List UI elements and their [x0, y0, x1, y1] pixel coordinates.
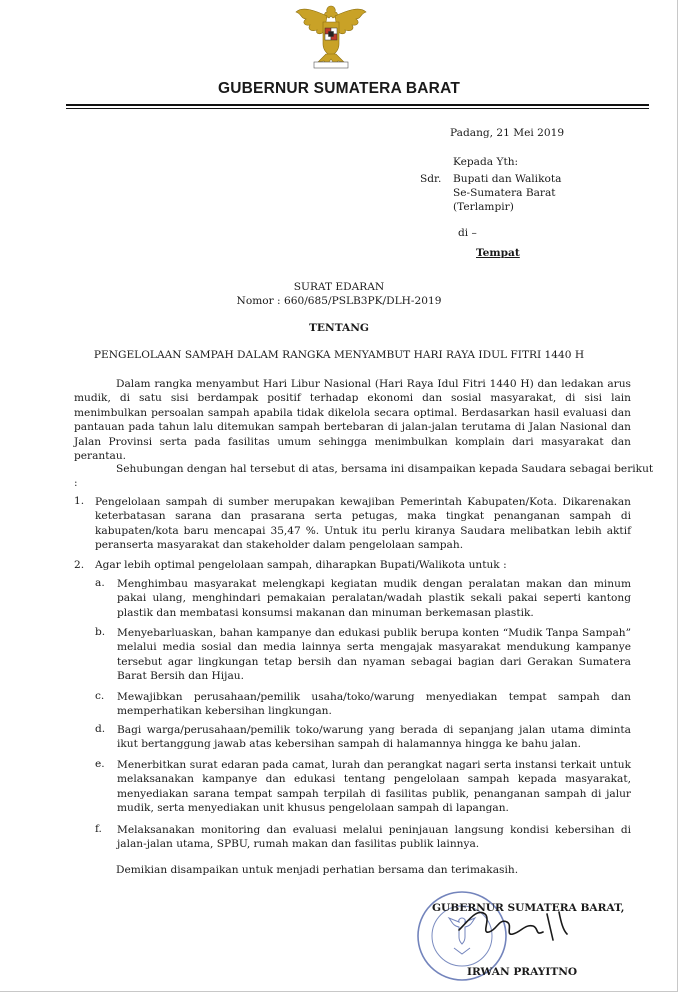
- item-c-label: c.: [95, 690, 105, 702]
- item-b-text: Menyebarluaskan, bahan kampanye dan edukasi publik berupa konten “Mudik Tanpa Sampah” melalui media sosial dan media lainnya serta mengajak masyarakat mendukung kampanye tersebut agar lingkungan tetap bersih dan nyaman sebagai bagian dari Gerakan Sumatera Barat Bersih dan Hijau.: [117, 627, 631, 683]
- recipient-line-3: (Terlampir): [453, 201, 514, 213]
- di-label: di –: [458, 227, 477, 239]
- sehubungan-paragraph: Sehubungan dengan hal tersebut di atas, bersama ini disampaikan kepada Saudara sebagai berikut: [116, 463, 654, 475]
- letterhead-rule-thin: [66, 108, 649, 109]
- recipient-line-2: Se-Sumatera Barat: [453, 187, 556, 199]
- signatory-name: IRWAN PRAYITNO: [467, 966, 578, 978]
- item-c-text: Mewajibkan perusahaan/pemilik usaha/toko/warung menyediakan tempat sampah dan memperhatikan kebersihan lingkungan.: [117, 691, 631, 718]
- item-b-label: b.: [95, 626, 106, 638]
- place-date: Padang, 21 Mei 2019: [450, 127, 565, 139]
- point-2-text: Agar lebih optimal pengelolaan sampah, diharapkan Bupati/Walikota untuk :: [95, 559, 507, 571]
- letterhead-rule-thick: [66, 104, 649, 106]
- item-f-label: f.: [95, 823, 102, 835]
- point-1-text: Pengelolaan sampah di sumber merupakan kewajiban Pemerintah Kabupaten/Kota. Dikarenakan keterbatasan sarana dan prasarana serta petugas, maka tingkat penanganan sampah di kabupaten/kota baru mencapai 35,47 %. Untuk itu perlu kiranya Saudara melibatkan lebih aktif peranserta masyarakat dan stakeholder dalam pengelolaan sampah.: [95, 496, 631, 552]
- signatory-title: GUBERNUR SUMATERA BARAT,: [432, 902, 625, 914]
- letter-number: Nomor : 660/685/PSLB3PK/DLH-2019: [236, 295, 442, 307]
- kepada-label: Kepada Yth:: [453, 156, 519, 168]
- item-d-text: Bagi warga/perusahaan/pemilik toko/warung yang berada di sepanjang jalan utama diminta ikut bertanggung jawab atas kebersihan sampah di halamannya hingga ke bahu jalan.: [117, 724, 631, 751]
- letter-subject: PENGELOLAAN SAMPAH DALAM RANGKA MENYAMBUT HARI RAYA IDUL FITRI 1440 H: [93, 349, 585, 361]
- item-a-text: Menghimbau masyarakat melengkapi kegiatan mudik dengan peralatan makan dan minum pakai ulang, menghindari pemakaian peralatan/wadah plastik sekali pakai seperti kantong plastik dan membatasi konsumsi makanan dan minuman berkemasan plastik.: [117, 578, 631, 619]
- surat-edaran-title: SURAT EDARAN: [293, 281, 385, 293]
- item-e-text: Menerbitkan surat edaran pada camat, lurah dan perangkat nagari serta instansi terkait untuk melaksanakan kampanye dan edukasi tentang pengelolaan sampah kepada masyarakat, menyediakan sarana tempat sampah terpilah di fasilitas publik, penanganan sampah di jalur mudik, serta menyediakan unit khusus pengelolaan sampah di lapangan.: [117, 759, 631, 815]
- recipient-line-1: Bupati dan Walikota: [453, 173, 562, 185]
- point-2-number: 2.: [74, 559, 85, 571]
- tempat-label: Tempat: [476, 247, 520, 259]
- item-d-label: d.: [95, 723, 106, 735]
- tentang-label: TENTANG: [309, 322, 369, 334]
- closing-paragraph: Demikian disampaikan untuk menjadi perhatian bersama dan terimakasih.: [116, 864, 519, 876]
- item-a-label: a.: [95, 577, 105, 589]
- point-1-number: 1.: [74, 495, 85, 507]
- item-e-label: e.: [95, 758, 105, 770]
- sdr-label: Sdr.: [420, 173, 442, 185]
- letterhead-title: GUBERNUR SUMATERA BARAT: [218, 80, 460, 97]
- sehubungan-colon: :: [74, 477, 78, 489]
- item-f-text: Melaksanakan monitoring dan evaluasi melalui peninjauan langsung kondisi kebersihan di jalan-jalan utama, SPBU, rumah makan dan fasilitas publik lainnya.: [117, 824, 631, 851]
- garuda-emblem-icon: [290, 2, 372, 70]
- intro-paragraph: Dalam rangka menyambut Hari Libur Nasional (Hari Raya Idul Fitri 1440 H) dan ledakan arus mudik, di satu sisi berdampak positif terhadap ekonomi dan sosial masyarakat, di sisi lain menimbulkan persoalan sampah apabila tidak dikelola secara optimal. Berdasarkan hasil evaluasi dan pantauan pada tahun lalu ditemukan sampah bertebaran di jalan-jalan terutama di Jalan Nasional dan Jalan Provinsi serta pada fasilitas umum sehingga menimbulkan komplain dari masyarakat dan perantau.: [74, 378, 631, 463]
